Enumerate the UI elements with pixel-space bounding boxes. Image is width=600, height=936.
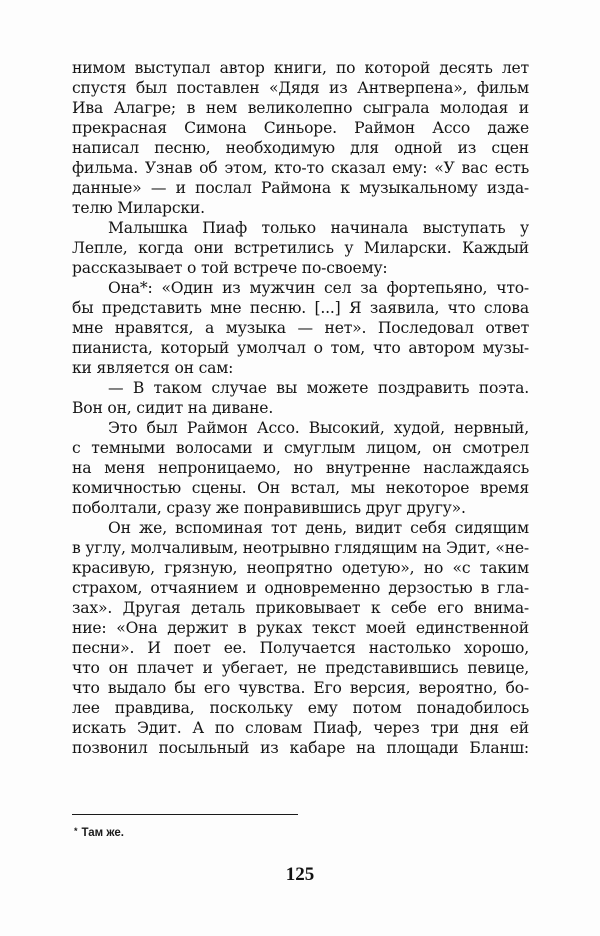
text-line: позвонил посыльный из кабаре на площади Бланш: bbox=[72, 739, 529, 757]
paragraph-start-line: Она*: «Один из мужчин сел за фортепьяно, что- bbox=[108, 279, 529, 297]
paragraph-start-line: Малышка Пиаф только начинала выступать у bbox=[108, 219, 529, 237]
text-line: фильма. Узнав об этом, кто-то сказал ему: «У вас есть bbox=[72, 159, 529, 177]
text-line: комичностью сцены. Он встал, мы некоторое время bbox=[72, 479, 529, 497]
paragraph-start-line: — В таком случае вы можете поздравить поэта. bbox=[108, 379, 529, 397]
page-number: 125 bbox=[285, 864, 315, 885]
text-line: лее правдива, поскольку ему потом понадобилось bbox=[72, 699, 529, 717]
text-line: Лепле, когда они встретились у Миларски. Каждый bbox=[72, 239, 529, 257]
text-line: красивую, грязную, неопрятно одетую», но «с таким bbox=[72, 559, 529, 577]
footnote bbox=[74, 824, 124, 840]
text-line: данные» — и послал Раймона к музыкальному изда- bbox=[72, 179, 529, 197]
footnote-text: Там же. bbox=[81, 827, 124, 839]
text-line: с темными волосами и смуглым лицом, он смотрел bbox=[72, 439, 529, 457]
text-line: что выдало бы его чувства. Его версия, вероятно, бо- bbox=[72, 679, 529, 697]
paragraph-start-line: Это был Раймон Ассо. Высокий, худой, нервный, bbox=[108, 419, 529, 437]
footnote-marker: * bbox=[74, 826, 78, 836]
text-line: на меня непроницаемо, но внутренне наслаждаясь bbox=[72, 459, 529, 477]
text-line: мне нравятся, а музыка — нет». Последовал ответ bbox=[72, 319, 529, 337]
footnote-divider bbox=[72, 814, 298, 815]
text-line: Ива Алагре; в нем великолепно сыграла молодая и bbox=[72, 99, 529, 117]
text-line: зах». Другая деталь приковывает к себе его внима- bbox=[72, 599, 529, 617]
text-line: поболтали, сразу же понравившись друг другу». bbox=[72, 499, 466, 517]
text-line: страхом, отчаянием и одновременно дерзостью в гла- bbox=[72, 579, 529, 597]
text-line: что он плачет и убегает, не представившись певице, bbox=[72, 659, 529, 677]
text-line: рассказывает о той встрече по-своему: bbox=[72, 259, 388, 277]
text-line: телю Миларски. bbox=[72, 199, 205, 217]
text-line: песни». И поет ее. Получается настолько хорошо, bbox=[72, 639, 529, 657]
paragraph-start-line: Он же, вспоминая тот день, видит себя сидящим bbox=[108, 519, 529, 537]
text-line: написал песню, необходимую для одной из сцен bbox=[72, 139, 529, 157]
text-line: Вон он, сидит на диване. bbox=[72, 399, 274, 417]
text-line: прекрасная Симона Синьоре. Раймон Ассо даже bbox=[72, 119, 529, 137]
text-line: ние: «Она держит в руках текст моей единственной bbox=[72, 619, 529, 637]
text-line: пианиста, который умолчал о том, что автором музы- bbox=[72, 339, 529, 357]
text-line: спустя был поставлен «Дядя из Антверпена», фильм bbox=[72, 79, 529, 97]
body-text bbox=[72, 58, 529, 758]
text-line: бы представить мне песню. [...] Я заявила, что слова bbox=[72, 299, 529, 317]
text-line: ки является он сам: bbox=[72, 359, 234, 377]
text-line: искать Эдит. А по словам Пиаф, через три дня ей bbox=[72, 719, 529, 737]
text-line: в углу, молчаливым, неотрывно глядящим на Эдит, «не- bbox=[72, 539, 529, 557]
text-line: нимом выступал автор книги, по которой десять лет bbox=[72, 59, 529, 77]
